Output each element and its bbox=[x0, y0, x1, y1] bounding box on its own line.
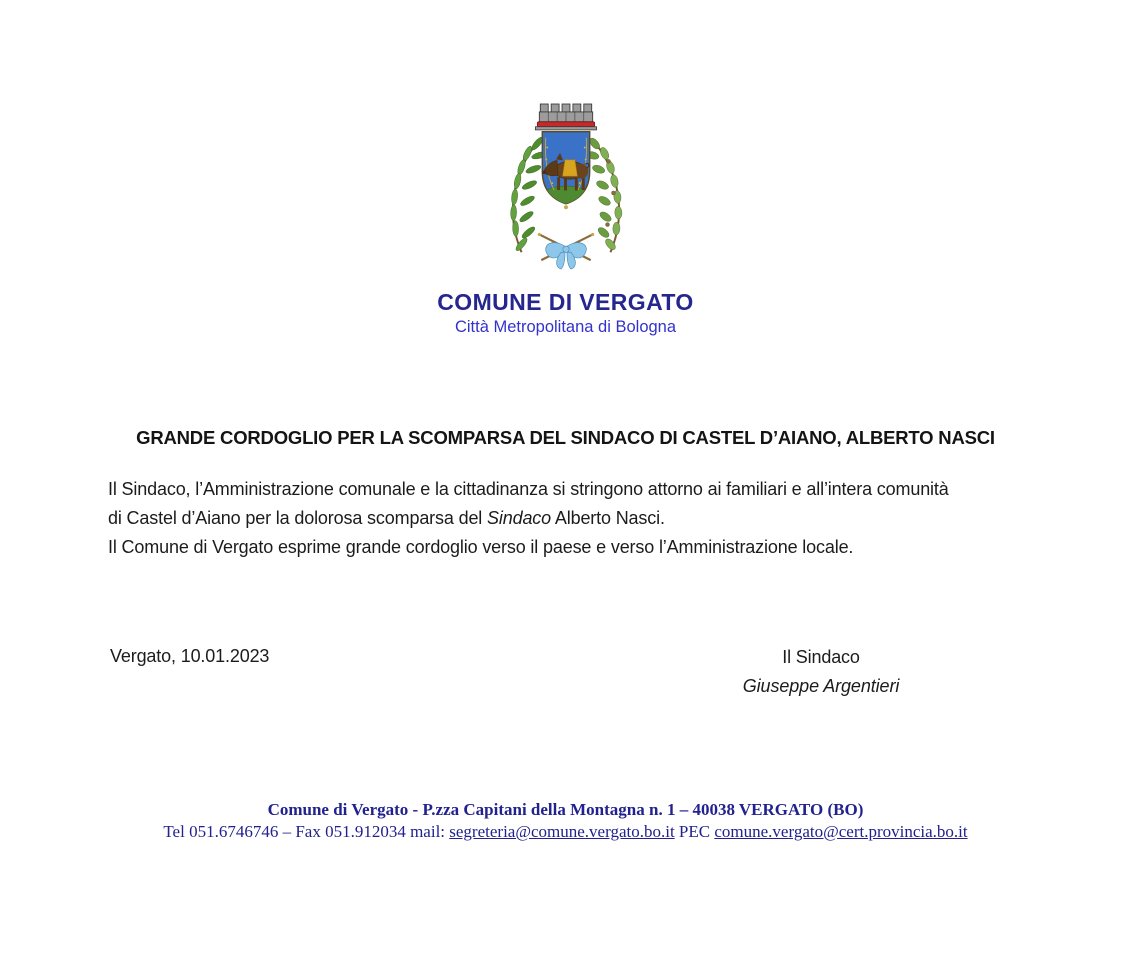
letterhead bbox=[0, 0, 1131, 337]
email-link-segreteria[interactable]: segreteria@comune.vergato.bo.it bbox=[449, 821, 675, 841]
footer-contacts-prefix: Tel 051.6746746 – Fax 051.912034 mail: bbox=[163, 821, 450, 841]
wreath-ribbon bbox=[537, 233, 594, 269]
document-headline: GRANDE CORDOGLIO PER LA SCOMPARSA DEL SINDACO DI CASTEL D’AIANO, ALBERTO NASCI bbox=[136, 427, 995, 448]
body-line-3: Il Comune di Vergato esprime grande cordoglio verso il paese e verso l’Amministrazione locale. bbox=[108, 537, 854, 557]
email-link-pec[interactable]: comune.vergato@cert.provincia.bo.it bbox=[714, 821, 968, 841]
signature-block bbox=[691, 646, 951, 697]
heraldic-shield bbox=[541, 132, 589, 210]
body-line-2-pre: di Castel d’Aiano per la dolorosa scomparsa del bbox=[108, 508, 488, 528]
footer-contacts bbox=[0, 822, 1131, 842]
letter-footer bbox=[0, 800, 1131, 841]
signature-role: Il Sindaco bbox=[782, 647, 860, 667]
body-line-2-italic: Sindaco bbox=[487, 508, 552, 528]
footer-address: Comune di Vergato - P.zza Capitani della Montagna n. 1 – 40038 VERGATO (BO) bbox=[267, 800, 864, 819]
body-line-1: Il Sindaco, l’Amministrazione comunale e la cittadinanza si stringono attorno ai familiari e all’intera comunità bbox=[108, 479, 949, 499]
signature-name: Giuseppe Argentieri bbox=[742, 676, 900, 696]
municipal-crest-icon bbox=[482, 98, 650, 280]
mural-crown bbox=[535, 104, 596, 130]
place-date: Vergato, 10.01.2023 bbox=[110, 646, 270, 666]
document-body bbox=[108, 475, 1038, 562]
org-subtitle: Città Metropolitana di Bologna bbox=[454, 318, 677, 336]
body-line-2-post: Alberto Nasci. bbox=[551, 508, 665, 528]
body-line-2 bbox=[108, 504, 1038, 533]
footer-contacts-mid: PEC bbox=[674, 821, 715, 841]
date-signature-row bbox=[110, 646, 1021, 697]
org-name: COMUNE DI VERGATO bbox=[437, 289, 694, 315]
